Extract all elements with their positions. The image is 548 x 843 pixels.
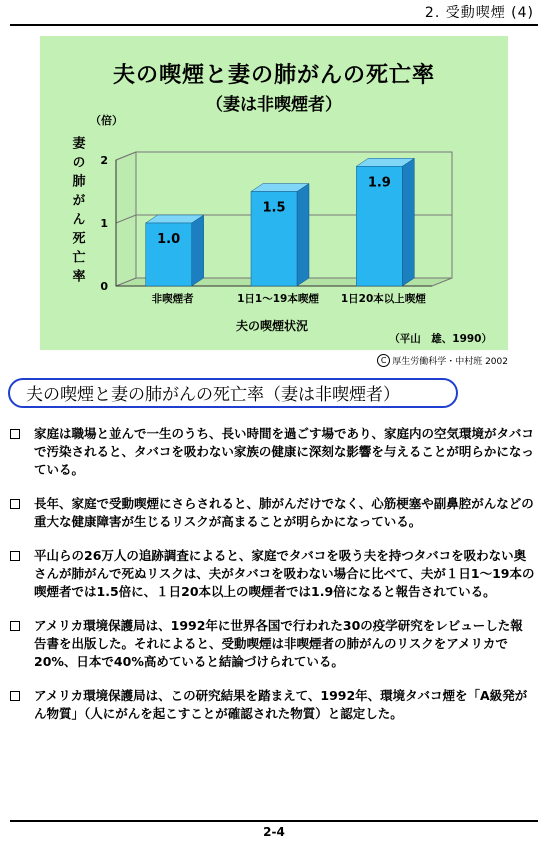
copyright-icon: C [377, 354, 390, 367]
bar-side [297, 184, 309, 287]
bar-data-label: 1.0 [157, 232, 181, 247]
x-tick-label: 1日1～19本喫煙 [237, 293, 319, 305]
chart-panel [40, 36, 508, 350]
list-item-text: 平山らの26万人の追跡調査によると、家庭でタバコを吸う夫を持つタバコを吸わない奥さんが肺がんで死ぬリスクは、夫がタバコを吸わない場合に比べて、夫が１日1～19本の喫煙者では1.5倍に、１日20本以上の喫煙者では1.9倍になると報告されている。 [34, 548, 535, 599]
list-item [10, 425, 535, 479]
checkbox-square-icon [10, 691, 20, 701]
list-item-text: アメリカ環境保護局は、1992年に世界各国で行われた30の疫学研究をレビューした報告書を出版した。それによると、受動喫煙は非喫煙者の肺がんのリスクをアメリカで20%、日本で40%高めていると結論づけられている。 [34, 618, 523, 669]
x-tick-label: 非喫煙者 [151, 293, 194, 305]
list-item [10, 495, 535, 531]
list-item-text: 家庭は職場と並んで一生のうち、長い時間を過ごす場であり、家庭内の空気環境がタバコで汚染されると、タバコを吸わない家族の健康に深刻な影響を与えることが明らかになっている。 [34, 426, 534, 477]
checkbox-square-icon [10, 621, 20, 631]
page-number: 2-4 [263, 825, 285, 839]
bar-data-label: 1.9 [367, 175, 391, 191]
list-item-text: 長年、家庭で受動喫煙にさらされると、肺がんだけでなく、心筋梗塞や副鼻腔がんなどの重大な健康障害が生じるリスクが高まることが明らかになっている。 [34, 496, 534, 529]
section-heading: 夫の喫煙と妻の肺がんの死亡率（妻は非喫煙者） [8, 378, 458, 408]
y-tick-label: 2 [100, 154, 108, 167]
bar-data-label: 1.5 [262, 200, 286, 216]
y-axis-label: 妻の肺がん死亡率 [69, 136, 85, 288]
list-item [10, 617, 535, 671]
y-tick-label: 1 [100, 217, 108, 230]
checkbox-square-icon [10, 429, 20, 439]
header-divider [10, 24, 538, 26]
footer-divider [10, 820, 538, 822]
list-item [10, 547, 535, 601]
x-tick-label: 1日20本以上喫煙 [340, 293, 426, 305]
y-tick-label: 0 [100, 280, 108, 293]
y-axis-unit: （倍） [90, 114, 123, 127]
bullet-list [10, 425, 535, 739]
checkbox-square-icon [10, 499, 20, 509]
chart-title: 夫の喫煙と妻の肺がんの死亡率 [112, 63, 435, 88]
x-axis-label: 夫の喫煙状況 [235, 319, 309, 333]
chart-subtitle: （妻は非喫煙者） [206, 95, 342, 115]
bar-side [402, 158, 414, 286]
bar-side [192, 215, 204, 286]
page-header-title: 2. 受動喫煙 (4) [424, 5, 534, 21]
credit-text: 厚生労働科学・中村班 2002 [392, 357, 508, 367]
list-item-text: アメリカ環境保護局は、この研究結果を踏まえて、1992年、環境タバコ煙を「A級発がん物質」（人にがんを起こすことが確認された物質）と認定した。 [34, 688, 528, 721]
chart-source: （平山 雄、1990） [389, 333, 492, 345]
copyright-credit [377, 354, 508, 367]
list-item [10, 687, 535, 723]
checkbox-square-icon [10, 551, 20, 561]
